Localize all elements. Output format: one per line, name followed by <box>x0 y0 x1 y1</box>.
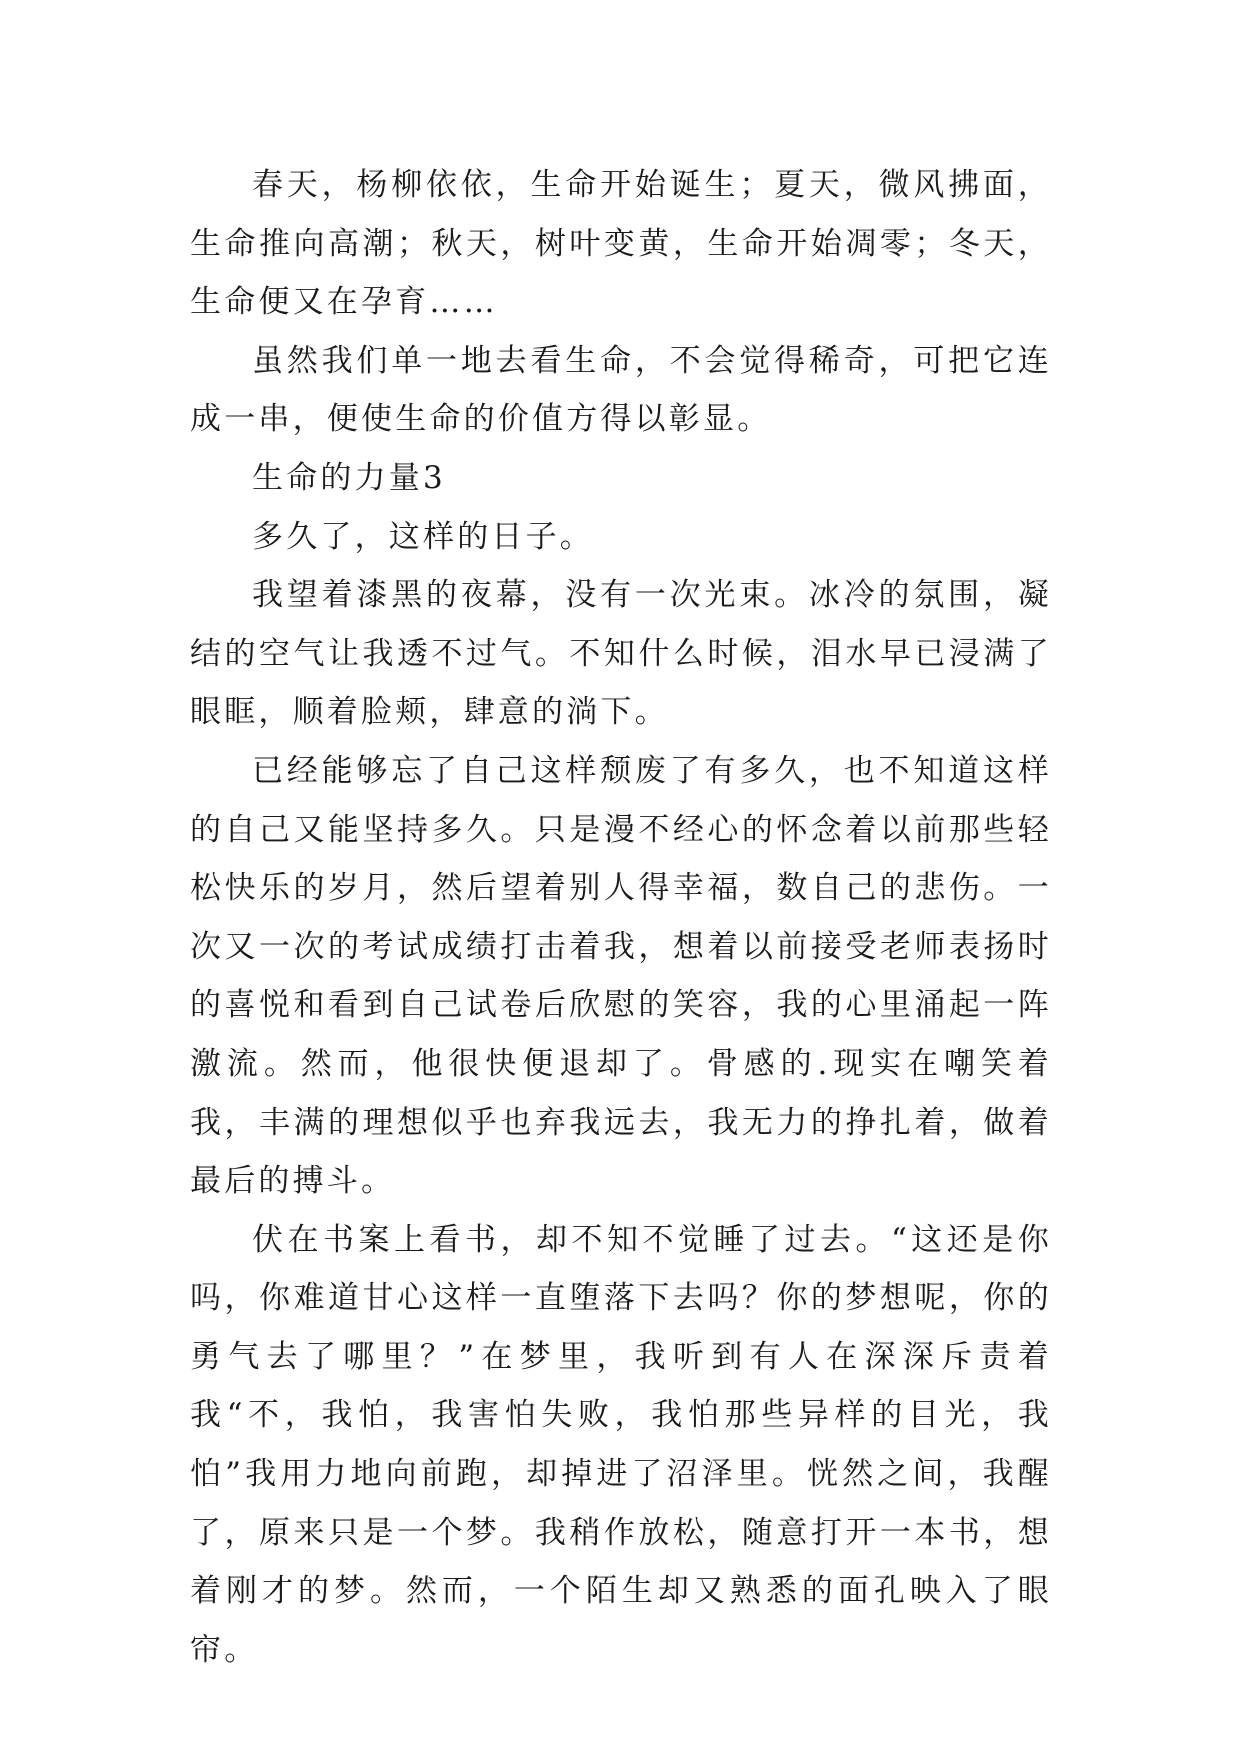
paragraph-5: 已经能够忘了自己这样颓废了有多久，也不知道这样的自己又能坚持多久。只是漫不经心的怀念着以前那些轻松快乐的岁月，然后望着别人得幸福，数自己的悲伤。一次又一次的考试成绩打击着我，想着以前接受老师表扬时的喜悦和看到自己试卷后欣慰的笑容，我的心里涌起一阵激流。然而，他很快便退却了。骨感的.现实在嘲笑着我，丰满的理想似乎也弃我远去，我无力的挣扎着，做着最后的搏斗。 <box>190 752 1052 1200</box>
document-body <box>190 156 1052 1679</box>
paragraph-6: 伏在书案上看书，却不知不觉睡了过去。“这还是你吗，你难道甘心这样一直堕落下去吗？你的梦想呢，你的勇气去了哪里？”在梦里，我听到有人在深深斥责着我“不，我怕，我害怕失败，我怕那些异样的目光，我怕”我用力地向前跑，却掉进了沼泽里。恍然之间，我醒了，原来只是一个梦。我稍作放松，随意打开一本书，想着刚才的梦。然而，一个陌生却又熟悉的面孔映入了眼帘。 <box>190 1221 1052 1668</box>
paragraph-3: 多久了，这样的日子。 <box>252 518 594 555</box>
paragraph-2: 虽然我们单一地去看生命，不会觉得稀奇，可把它连成一串，便使生命的价值方得以彰显。 <box>190 342 1052 438</box>
section-heading: 生命的力量3 <box>252 459 446 496</box>
paragraph-1: 春天，杨柳依依，生命开始诞生；夏天，微风拂面，生命推向高潮；秋天，树叶变黄，生命开始凋零；冬天，生命便又在孕育…… <box>190 167 1052 321</box>
paragraph-4: 我望着漆黑的夜幕，没有一次光束。冰冷的氛围，凝结的空气让我透不过气。不知什么时候，泪水早已浸满了眼眶，顺着脸颊，肆意的淌下。 <box>190 577 1052 731</box>
